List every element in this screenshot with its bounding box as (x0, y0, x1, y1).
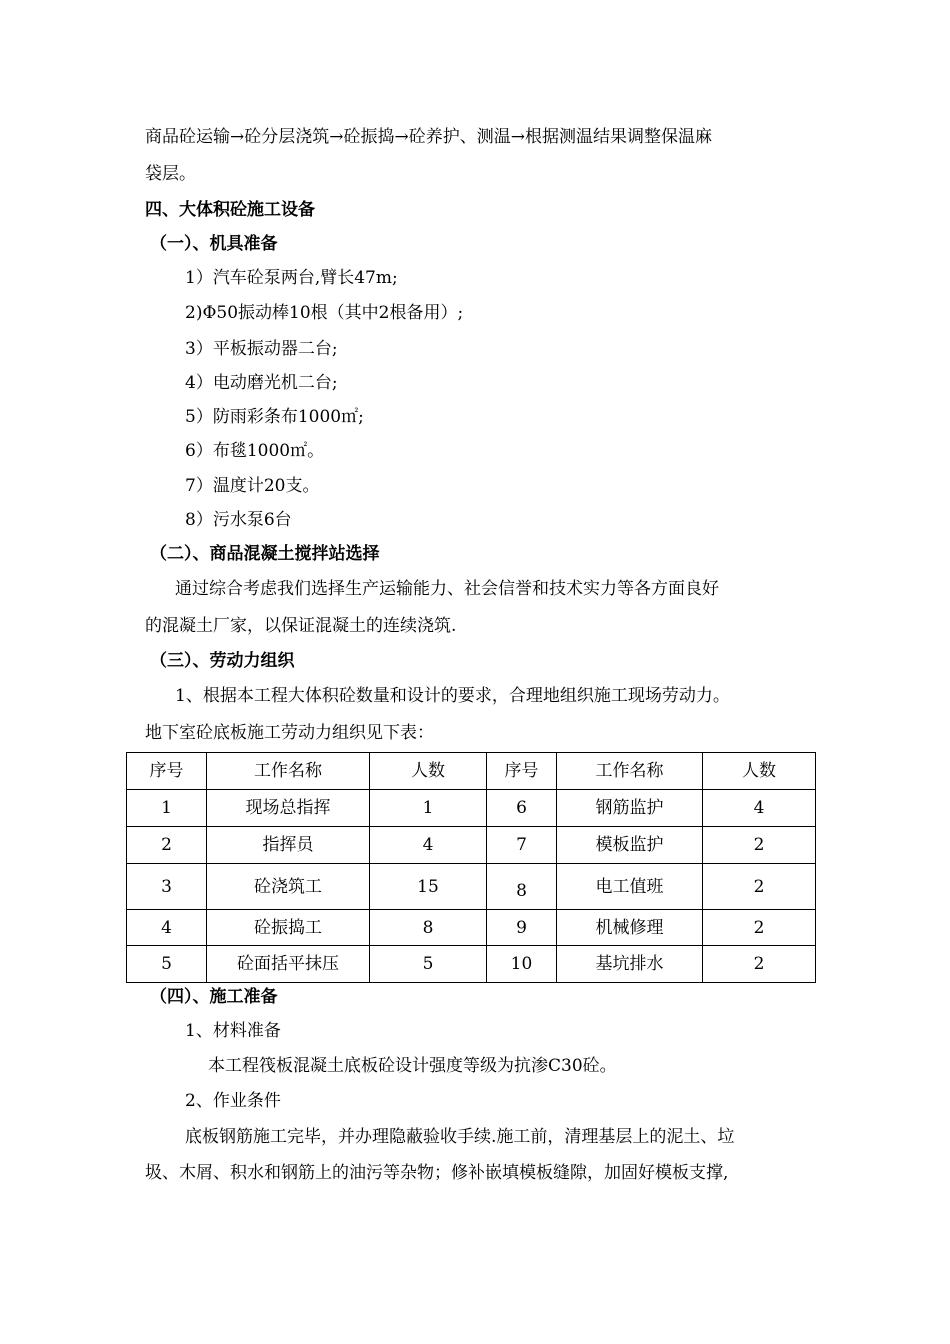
header-cell: 工作名称 (557, 753, 703, 790)
materials-title: 1、材料准备 (185, 1021, 281, 1041)
equipment-item-4: 4）电动磨光机二台; (185, 373, 338, 393)
subsection-3-para-line-1: 1、根据本工程大体积砼数量和设计的要求，合理地组织施工现场劳动力。 (175, 686, 730, 706)
table-row (127, 946, 816, 983)
table-cell: 机械修理 (557, 910, 703, 946)
conditions-para-line-2: 圾、木屑、积水和钢筋上的油污等杂物；修补嵌填模板缝隙，加固好模板支撑, (145, 1163, 729, 1183)
equipment-item-3: 3）平板振动器二台; (185, 339, 338, 359)
table-cell: 4 (127, 910, 207, 946)
materials-text: 本工程筏板混凝土底板砼设计强度等级为抗渗C30砼。 (208, 1056, 617, 1076)
labor-table (126, 752, 816, 983)
subsection-2-title: （二）、商品混凝土搅拌站选择 (150, 544, 380, 564)
flow-line-1: 商品砼运输→砼分层浇筑→砼振捣→砼养护、测温→根据测温结果调整保温麻 (145, 127, 712, 147)
table-cell: 2 (703, 864, 816, 910)
header-cell: 序号 (127, 753, 207, 790)
table-cell: 9 (487, 910, 557, 946)
subsection-3-title: （三）、劳动力组织 (150, 651, 295, 671)
table-cell: 15 (370, 864, 487, 910)
subsection-4-title: （四）、施工准备 (150, 987, 278, 1007)
conditions-title: 2、作业条件 (185, 1091, 281, 1111)
table-cell: 2 (703, 827, 816, 864)
table-cell: 6 (487, 790, 557, 827)
table-cell: 基坑排水 (557, 946, 703, 983)
subsection-2-para-line-2: 的混凝土厂家，以保证混凝土的连续浇筑. (145, 616, 457, 636)
table-cell: 8 (370, 910, 487, 946)
table-cell: 5 (370, 946, 487, 983)
table-cell: 钢筋监护 (557, 790, 703, 827)
table-row (127, 910, 816, 946)
table-row (127, 827, 816, 864)
table-header-row (127, 753, 816, 790)
equipment-item-1: 1）汽车砼泵两台,臂长47m; (185, 268, 398, 288)
table-row (127, 790, 816, 827)
header-cell: 人数 (703, 753, 816, 790)
header-cell: 人数 (370, 753, 487, 790)
table-cell: 1 (370, 790, 487, 827)
equipment-item-8: 8）污水泵6台 (185, 510, 292, 530)
subsection-1-title: （一）、机具准备 (150, 234, 278, 254)
subsection-2-para-line-1: 通过综合考虑我们选择生产运输能力、社会信誉和技术实力等各方面良好 (175, 579, 719, 599)
table-cell: 砼面括平抹压 (207, 946, 370, 983)
table-cell: 8 (487, 864, 557, 910)
table-cell: 3 (127, 864, 207, 910)
table-cell: 4 (370, 827, 487, 864)
table-cell: 指挥员 (207, 827, 370, 864)
table-cell: 砼浇筑工 (207, 864, 370, 910)
equipment-item-7: 7）温度计20支。 (185, 476, 320, 496)
table-cell: 电工值班 (557, 864, 703, 910)
table-row (127, 864, 816, 910)
table-cell: 2 (703, 946, 816, 983)
section-4-title: 四、大体积砼施工设备 (145, 200, 315, 220)
table-cell: 4 (703, 790, 816, 827)
header-cell: 序号 (487, 753, 557, 790)
table-cell: 5 (127, 946, 207, 983)
subsection-3-para-line-2: 地下室砼底板施工劳动力组织见下表： (145, 723, 434, 743)
flow-line-2: 袋层。 (145, 164, 196, 184)
equipment-item-5: 5）防雨彩条布1000㎡; (185, 407, 364, 427)
table-cell: 2 (127, 827, 207, 864)
table-cell: 1 (127, 790, 207, 827)
equipment-item-6: 6）布毯1000㎡。 (185, 441, 325, 461)
table-cell: 现场总指挥 (207, 790, 370, 827)
table-cell: 砼振捣工 (207, 910, 370, 946)
table-cell: 7 (487, 827, 557, 864)
table-cell: 2 (703, 910, 816, 946)
header-cell: 工作名称 (207, 753, 370, 790)
table-cell: 10 (487, 946, 557, 983)
table-cell: 模板监护 (557, 827, 703, 864)
equipment-item-2: 2)Φ50振动棒10根（其中2根备用）; (185, 303, 464, 323)
conditions-para-line-1: 底板钢筋施工完毕，并办理隐蔽验收手续.施工前，清理基层上的泥土、垃 (185, 1127, 735, 1147)
